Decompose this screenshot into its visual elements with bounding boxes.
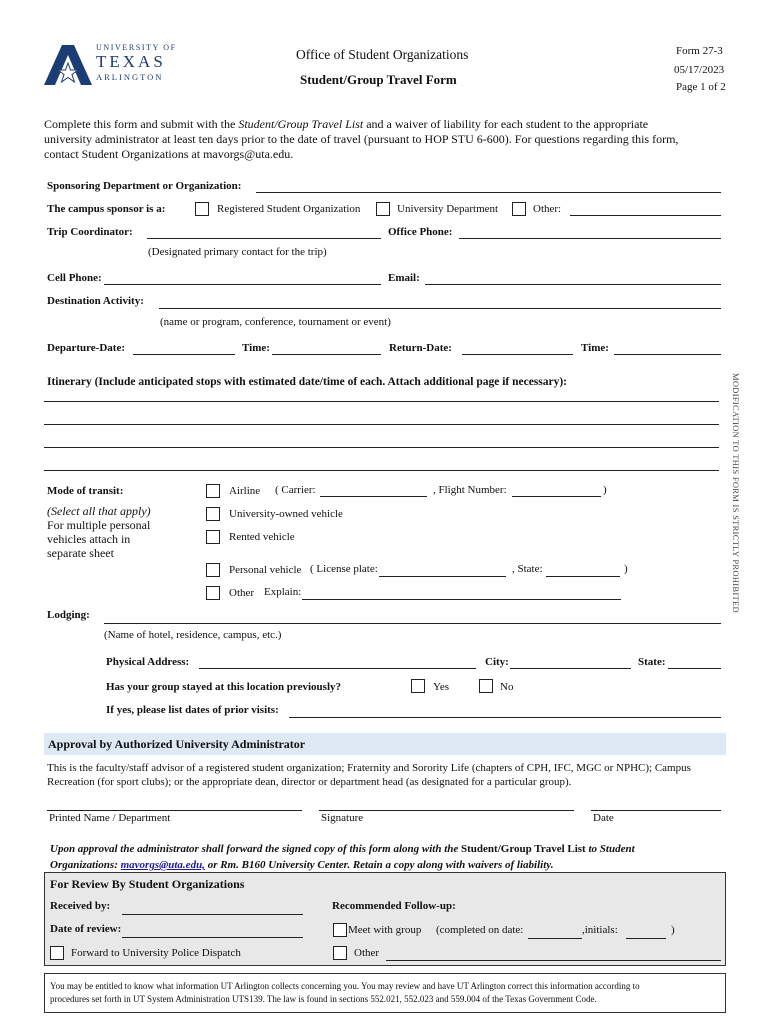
forward-text-1: Upon approval the administrator shall forward the signed copy of this form along with the <box>50 843 462 855</box>
forward-text-3: Organizations: <box>50 859 121 871</box>
initials-field[interactable] <box>626 938 666 939</box>
departure-date-label: Departure-Date: <box>47 342 125 354</box>
form-date: 05/17/2023 <box>674 64 725 76</box>
select-all-hint: (Select all that apply) <box>47 504 151 518</box>
police-dispatch-checkbox[interactable] <box>50 946 64 960</box>
lodging-hint: (Name of hotel, residence, campus, etc.) <box>104 629 282 641</box>
date-of-review-field[interactable] <box>122 937 303 938</box>
return-time-field[interactable] <box>614 354 721 355</box>
side-prohibited-notice: MODIFICATION TO THIS FORM IS STRICTLY PROHIBITED <box>731 373 741 613</box>
office-name: Office of Student Organizations <box>296 47 469 62</box>
printed-name-label: Printed Name / Department <box>49 812 171 824</box>
other-sponsor-field[interactable] <box>570 215 721 216</box>
rented-vehicle-label: Rented vehicle <box>229 531 295 543</box>
followup-other-checkbox[interactable] <box>333 946 347 960</box>
approval-date-field[interactable] <box>591 810 721 811</box>
return-date-label: Return-Date: <box>389 342 452 354</box>
dept-checkbox[interactable] <box>376 202 390 216</box>
approval-title: Approval by Authorized University Administrator <box>48 737 306 751</box>
departure-time-field[interactable] <box>272 354 381 355</box>
form-number: Form 27-3 <box>676 45 723 57</box>
license-plate-field[interactable] <box>379 576 506 577</box>
carrier-field[interactable] <box>320 496 427 497</box>
lodging-state-field[interactable] <box>668 668 721 669</box>
completed-on-label: (completed on date: <box>436 924 524 936</box>
meet-group-label: Meet with group <box>348 924 422 936</box>
logo-line-2: TEXAS <box>96 52 166 71</box>
vehicle-state-field[interactable] <box>546 576 620 577</box>
forward-instructions <box>50 841 730 873</box>
intro-travel-list: Student/Group Travel List <box>238 117 364 131</box>
sponsoring-label: Sponsoring Department or Organization: <box>47 180 242 192</box>
forward-travel-list: Student/Group Travel List <box>461 843 586 855</box>
rso-label: Registered Student Organization <box>217 203 361 215</box>
trip-coordinator-field[interactable] <box>147 238 381 239</box>
destination-field[interactable] <box>159 308 721 309</box>
approval-date-label: Date <box>593 812 614 824</box>
university-vehicle-checkbox[interactable] <box>206 507 220 521</box>
office-phone-field[interactable] <box>459 238 721 239</box>
uta-logo <box>44 45 92 90</box>
stayed-yes-label: Yes <box>433 681 450 693</box>
logo-line-3: ARLINGTON <box>96 72 164 82</box>
received-by-label: Received by: <box>50 900 111 912</box>
airline-checkbox[interactable] <box>206 484 220 498</box>
flight-number-field[interactable] <box>512 496 601 497</box>
multi-vehicle-2: vehicles attach in <box>47 532 131 546</box>
airline-label: Airline <box>229 485 261 497</box>
other-sponsor-checkbox[interactable] <box>512 202 526 216</box>
date-of-review-label: Date of review: <box>50 923 122 935</box>
cell-phone-field[interactable] <box>104 284 381 285</box>
forward-text-2: to Student <box>585 843 635 855</box>
stayed-no-checkbox[interactable] <box>479 679 493 693</box>
review-title: For Review By Student Organizations <box>50 877 245 891</box>
followup-label: Recommended Follow-up: <box>332 900 456 912</box>
rso-checkbox[interactable] <box>195 202 209 216</box>
prior-visits-label: If yes, please list dates of prior visits: <box>106 704 279 716</box>
multi-vehicle-1: For multiple personal <box>47 518 151 532</box>
followup-other-label: Other <box>354 947 380 959</box>
completed-date-field[interactable] <box>528 938 582 939</box>
approval-text-2: Recreation (for sport clubs); or the appropriate dean, director or department head (as designated for a particular group). <box>47 776 572 788</box>
physical-address-label: Physical Address: <box>106 656 190 668</box>
itinerary-line-1[interactable] <box>44 401 719 402</box>
intro-text-1: Complete this form and submit with the <box>44 117 239 131</box>
privacy-notice-1: You may be entitled to know what information UT Arlington collects concerning you. You may review and have UT Arlington correct this information according to <box>50 981 640 991</box>
multi-vehicle-3: separate sheet <box>47 546 114 560</box>
uta-a-star-icon <box>44 45 92 85</box>
intro-text-4: contact Student Organizations at mavorgs@uta.edu. <box>44 147 294 161</box>
explain-label: Explain: <box>264 586 302 598</box>
itinerary-label: Itinerary (Include anticipated stops with estimated date/time of each. Attach additional page if necessary): <box>47 376 568 388</box>
personal-vehicle-label: Personal vehicle <box>229 564 302 576</box>
other-transit-label: Other <box>229 587 255 599</box>
intro-text-2: and a waiver of liability for each student to the appropriate <box>363 117 649 131</box>
meet-group-checkbox[interactable] <box>333 923 347 937</box>
itinerary-line-4[interactable] <box>44 470 719 471</box>
sponsoring-field[interactable] <box>256 192 721 193</box>
stayed-no-label: No <box>500 681 514 693</box>
airline-close-paren: ) <box>603 484 607 496</box>
city-field[interactable] <box>510 668 631 669</box>
office-phone-label: Office Phone: <box>388 226 453 238</box>
privacy-notice-text <box>50 980 722 1006</box>
police-dispatch-label: Forward to University Police Dispatch <box>71 947 241 959</box>
return-date-field[interactable] <box>462 354 573 355</box>
stayed-previously-label: Has your group stayed at this location previously? <box>106 681 342 693</box>
logo-line-1: UNIVERSITY OF <box>96 43 177 52</box>
stayed-yes-checkbox[interactable] <box>411 679 425 693</box>
vehicle-state-label: , State: <box>512 563 543 575</box>
destination-hint: (name or program, conference, tournament or event) <box>160 316 391 328</box>
forward-text-4: or Rm. B160 University Center. Retain a copy along with waivers of liability. <box>204 859 554 871</box>
multi-vehicle-note <box>47 518 150 560</box>
personal-close-paren: ) <box>624 563 628 575</box>
approval-description <box>47 761 727 789</box>
signature-label: Signature <box>321 812 364 824</box>
followup-other-field[interactable] <box>386 960 721 961</box>
lodging-state-label: State: <box>638 656 666 668</box>
itinerary-line-3[interactable] <box>44 447 719 448</box>
form-title: Student/Group Travel Form <box>300 72 457 87</box>
departure-time-label: Time: <box>242 342 270 354</box>
received-by-field[interactable] <box>122 914 303 915</box>
destination-label: Destination Activity: <box>47 295 144 307</box>
email-label: Email: <box>388 272 420 284</box>
other-sponsor-label: Other: <box>533 203 562 215</box>
city-label: City: <box>485 656 509 668</box>
personal-vehicle-checkbox[interactable] <box>206 563 220 577</box>
explain-field[interactable] <box>302 599 621 600</box>
initials-label: ,initials: <box>582 924 618 936</box>
printed-name-field[interactable] <box>47 810 302 811</box>
other-transit-checkbox[interactable] <box>206 586 220 600</box>
signature-field[interactable] <box>319 810 574 811</box>
rented-vehicle-checkbox[interactable] <box>206 530 220 544</box>
intro-text-3: university administrator at least ten days prior to the date of travel (pursuant to HOP STU 6-600). For questions regarding this form, <box>44 132 679 146</box>
designated-hint: (Designated primary contact for the trip) <box>148 246 327 258</box>
transit-label: Mode of transit: <box>47 485 124 497</box>
return-time-label: Time: <box>581 342 609 354</box>
physical-address-field[interactable] <box>199 668 476 669</box>
email-field[interactable] <box>425 284 721 285</box>
followup-close-paren: ) <box>671 924 675 936</box>
cell-phone-label: Cell Phone: <box>47 272 102 284</box>
campus-sponsor-label: The campus sponsor is a: <box>47 203 166 215</box>
intro-paragraph <box>44 117 734 162</box>
license-plate-label: ( License plate: <box>310 563 378 575</box>
dept-label: University Department <box>397 203 499 215</box>
itinerary-line-2[interactable] <box>44 424 719 425</box>
approval-text-1: This is the faculty/staff advisor of a registered student organization; Fraternity and Sorority Life (chapters of CPH, IFC, MGC or NPHC); Campus <box>47 762 691 774</box>
prior-visits-field[interactable] <box>289 717 721 718</box>
trip-coordinator-label: Trip Coordinator: <box>47 226 133 238</box>
departure-date-field[interactable] <box>133 354 235 355</box>
mavorgs-email-link[interactable]: mavorgs@uta.edu, <box>120 859 205 871</box>
lodging-field[interactable] <box>104 623 721 624</box>
flight-number-label: , Flight Number: <box>433 484 507 496</box>
lodging-label: Lodging: <box>47 609 90 621</box>
page-number: Page 1 of 2 <box>676 81 726 93</box>
carrier-label: ( Carrier: <box>275 484 316 496</box>
privacy-notice-2: procedures set forth in UT System Administration UTS139. The law is found in sections 552.021, 552.023 and 559.004 of the Texas Government Code. <box>50 994 597 1004</box>
university-vehicle-label: University-owned vehicle <box>229 508 343 520</box>
